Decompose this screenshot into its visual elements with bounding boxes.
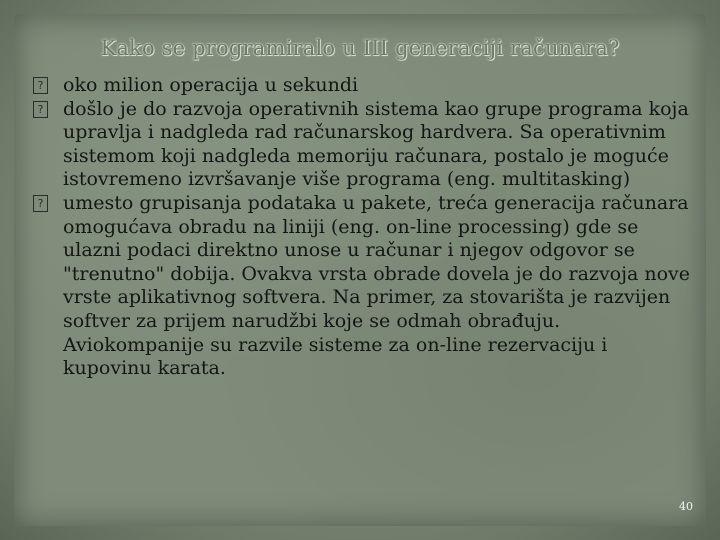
page-number: 40 — [679, 500, 693, 513]
bullet-item — [33, 192, 693, 381]
unknown-glyph-icon: ? — [33, 101, 48, 118]
unknown-glyph-icon: ? — [33, 77, 48, 94]
bullet-text: umesto grupisanja podataka u pakete, treća generacija računara omogućava obradu na liniji (eng. on-line processing) gde se ulazni podaci direktno unose u računar i njegov odgovor se "trenutno" dobija. Ovakva vrsta obrade dovela je do razvoja nove vrste aplikativnog softvera. Na primer, za stovarišta je razvijen softver za prijem narudžbi koje se odmah obrađuju. Aviokompanije su razvile sisteme za on-line rezervaciju i kupovinu karata. — [63, 191, 691, 380]
bullet-item — [33, 74, 693, 98]
unknown-glyph-icon: ? — [33, 195, 48, 212]
bullet-text: došlo je do razvoja operativnih sistema kao grupe programa koja upravlja i nadgleda rad računarskog hardvera. Sa operativnim sistemom koji nadgleda memoriju računara, postalo je moguće istovremeno izvršavanje više programa (eng. multitasking) — [63, 97, 689, 191]
slide-content — [33, 74, 693, 381]
bullet-text: oko milion operacija u sekundi — [63, 74, 359, 96]
slide-title: Kako se programiralo u III generaciji računara? — [100, 36, 620, 60]
bullet-item — [33, 98, 693, 192]
